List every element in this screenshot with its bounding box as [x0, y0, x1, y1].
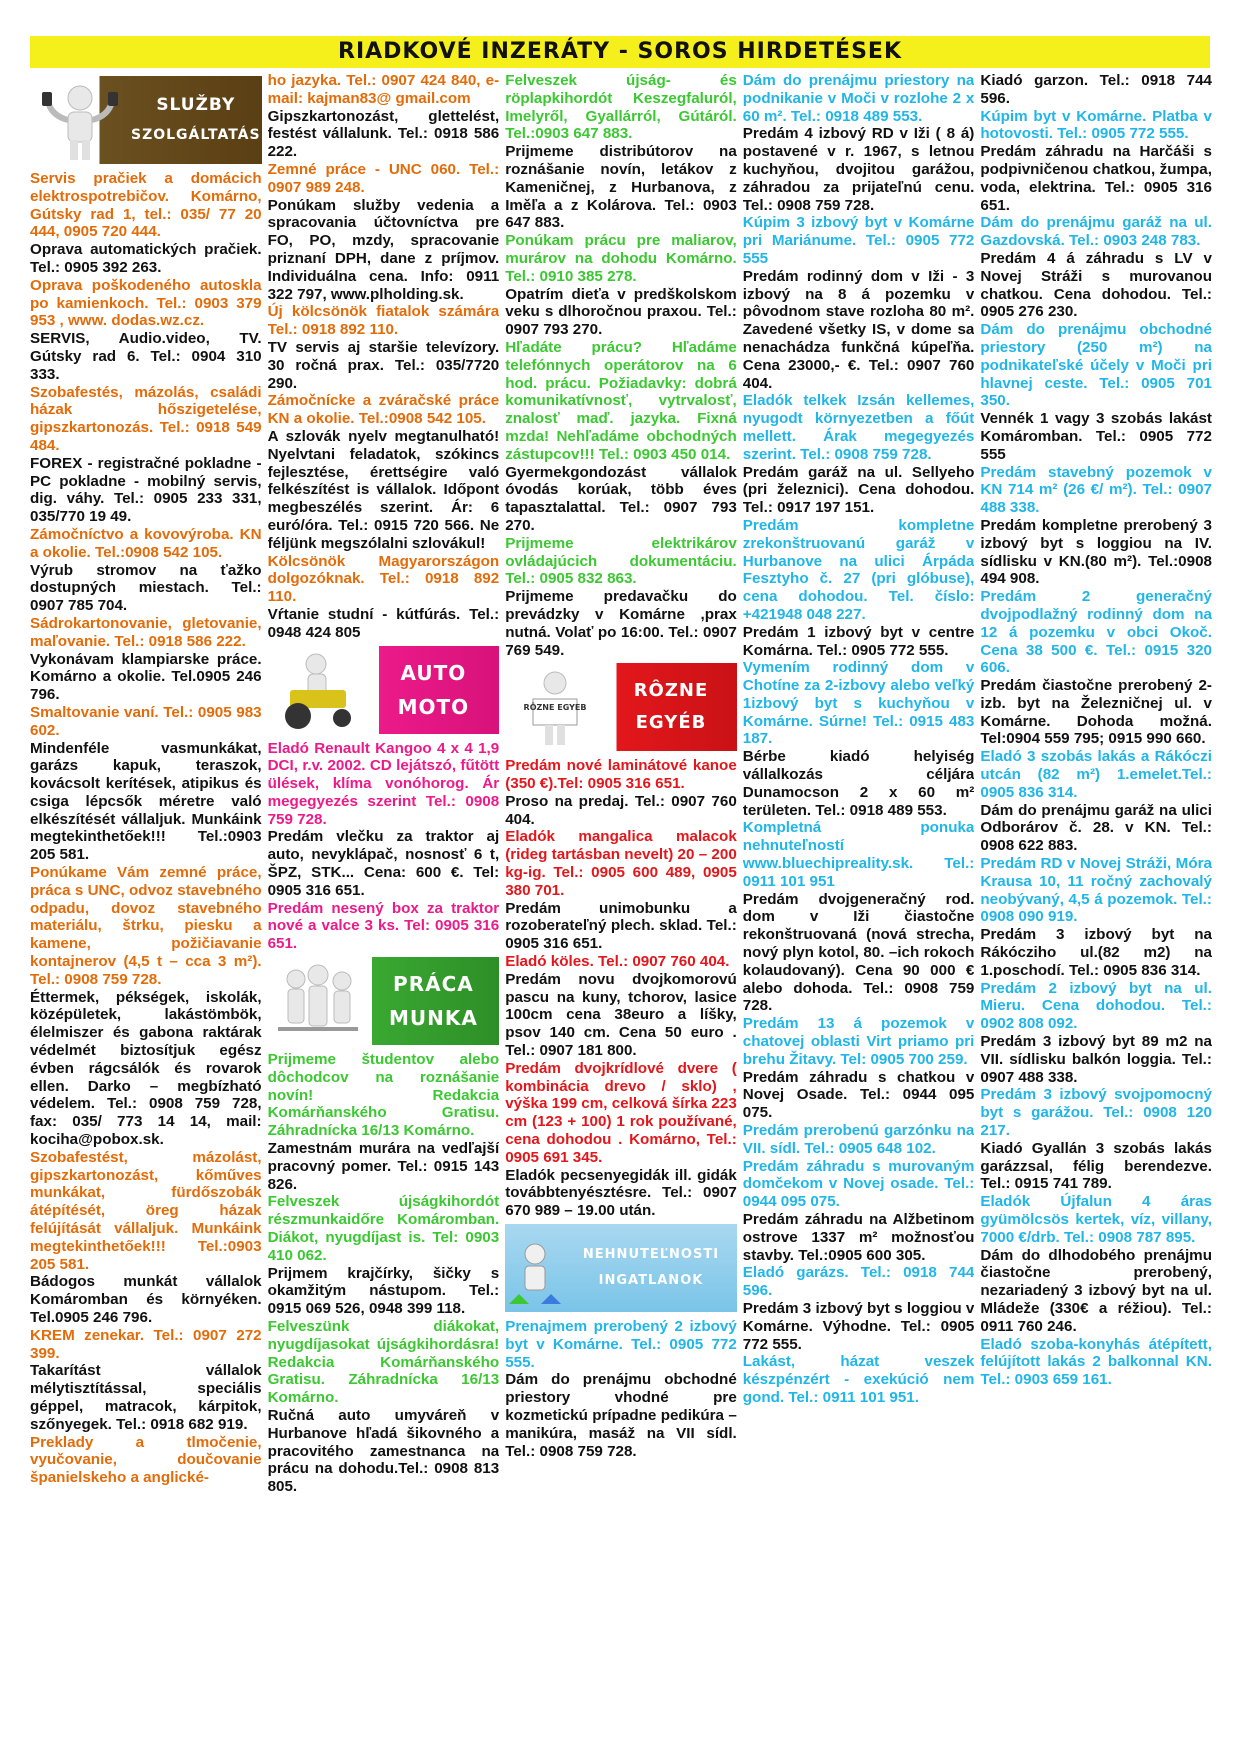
banner-title: SLUŽBY — [156, 95, 236, 115]
ads-list — [30, 170, 262, 1487]
ads-list — [980, 72, 1212, 1389]
banner-title: AUTO — [400, 660, 467, 685]
classified-ad: Predám 13 á pozemok v chatovej oblasti Virt priamo pri brehu Žitavy. Tel: 0905 700 259. — [742, 1015, 975, 1068]
classified-ad: Predám kompletne zrekonštruovanú garáž v Hurbanove na ulici Árpáda Fesztyho č. 27 (pri glóbuse), cena dohodou. Tel. číslo: +421948 048 227. — [742, 516, 975, 623]
column-4 — [743, 72, 975, 1744]
classified-ad: Predám garáž na ul. Sellyeho (pri železnici). Cena dohodou. Tel.: 0917 197 151. — [742, 463, 975, 517]
classified-ad: Dám do dlhodobého prenájmu čiastočne prerobený, nezariadený 3 izbový byt na ul. Mládeže (330€ a réžiou). Tel.: 0911 760 246. — [980, 1246, 1212, 1335]
ads-list — [268, 740, 500, 954]
tractor-icon — [268, 646, 368, 734]
classified-ad: Eladók mangalica malacok (rideg tartásban nevelt) 20 – 200 kg-ig. Tel.: 0905 600 489, 0905 380 701. — [505, 828, 737, 899]
classified-ad: Eladó szoba-konyhás átépített, felújított lakás 2 balkonnal KN. Tel.: 0903 659 161. — [980, 1335, 1212, 1389]
classified-ad: Prijmeme elektrikárov ovládajúcich dokumentáciu. Tel.: 0905 832 863. — [505, 534, 737, 588]
classified-ad: Predám záhradu na Harčáši s podpivničenou chatkou, žumpa, voda, elektrina. Tel.: 0905 316 651. — [980, 143, 1212, 214]
classified-ad: Eladó 3 szobás lakás a Rákóczi utcán (82 m²) 1.emelet.Tel.: 0905 836 314. — [980, 748, 1212, 801]
classified-ad: Predám 1 izbový byt v centre Komárna. Tel.: 0905 772 555. — [742, 623, 975, 659]
classified-ad: FOREX - registračné pokladne - PC pokladne - mobilný servis, dig. váhy. Tel.: 0905 233 331, 035/770 19 49. — [30, 454, 262, 526]
classified-ad: Predám rodinný dom v Iži - 3 izbový na 8 á pozemku v pôvodnom stave rozloha 80 m². Zavedené všetky IS, v dome sa nenachádza funkčná kúpeľňa. Cena 23000,- €. Tel.: 0907 760 404. — [742, 267, 975, 392]
ads-list — [268, 72, 500, 642]
classified-ad: Ponúkam prácu pre maliarov, murárov na dohodu Komárno. Tel.: 0910 385 278. — [505, 232, 737, 285]
classified-ad: Dám do prenájmu garáž na ul. Gazdovská. Tel.: 0903 248 783. — [980, 214, 1212, 250]
classified-ad: Kiadó Gyallán 3 szobás lakás garázzsal, félig berendezve. Tel.: 0915 741 789. — [980, 1139, 1212, 1193]
classified-ad: Zámočnícke a zváračské práce KN a okolie. Tel.:0908 542 105. — [267, 392, 500, 428]
ads-list — [505, 72, 737, 659]
classified-ad: Prijmem krajčírky, šičky s okamžitým nástupom. Tel.: 0915 069 526, 0948 399 118. — [267, 1264, 500, 1318]
classified-ad: Dám do prenájmu obchodné priestory vhodné pre kozmetickú prípadne pedikúra – manikúra, masáž na VII sídl. Tel.: 0908 759 728. — [505, 1371, 737, 1460]
classified-ad: Bérbe kiadó helyiség vállalkozás céljára Dunamocson 2 x 60 m² területen. Tel.: 0918 489 553. — [742, 748, 975, 819]
classified-ad: Dám do prenájmu obchodné priestory (250 m²) na podnikateľské účely v Moči pri hlavnej ceste. Tel.: 0905 701 350. — [980, 321, 1212, 410]
classified-ad: Zamestnám murára na vedľajší pracovný pomer. Tel.: 0915 143 826. — [267, 1140, 500, 1193]
classified-ad: Predám 2 izbový byt na ul. Mieru. Cena dohodou. Tel.: 0902 808 092. — [980, 979, 1212, 1033]
classified-ad: Takarítást vállalok mélytisztítással, speciális géppel, matracok, kárpitok, szőnyegek. Tel.: 0918 682 919. — [30, 1362, 262, 1433]
classified-ad: TV servis aj staršie televízory. 30 ročná prax. Tel.: 035/7720 290. — [267, 338, 500, 392]
classified-ad: Predám nesený box za traktor nové a valce 3 ks. Tel: 0905 316 651. — [267, 899, 500, 953]
classified-ad: Vennék 1 vagy 3 szobás lakást Komáromban. Tel.: 0905 772 555 — [980, 410, 1212, 463]
ads-list — [743, 72, 975, 1407]
banner-subtitle: MOTO — [397, 694, 470, 719]
classified-ad: Kölcsönök Magyarországon dolgozóknak. Tel.: 0918 892 110. — [267, 552, 500, 606]
classified-ad: Vykonávam klampiarske práce. Komárno a okolie. Tel.0905 246 796. — [30, 650, 262, 704]
banner-auto-moto — [268, 646, 500, 734]
classified-ad: Predám prerobenú garzónku na VII. sídl. Tel.: 0905 648 102. — [742, 1122, 975, 1157]
classified-ad: Eladó garázs. Tel.: 0918 744 596. — [742, 1264, 975, 1300]
classified-ad: SERVIS, Audio.video, TV. Gútsky rad 6. Tel.: 0904 310 333. — [30, 330, 262, 383]
section-header: RIADKOVÉ INZERÁTY - SOROS HIRDETÉSEK — [30, 36, 1210, 68]
classified-ad: Prijmeme študentov alebo dôchodcov na roznášanie novín! Redakcia Komárňanského Gratisu. Záhradnícka 16/13 Komárno. — [267, 1051, 500, 1140]
classified-ad: Felveszek újság- és röplapkihordót Keszegfaluról, Imelyről, Gyallárról, Gútáról. Tel.:0903 647 883. — [505, 72, 737, 143]
banner-sluzby — [30, 76, 262, 164]
classified-ad: Új kölcsönök fiatalok számára Tel.: 0918 892 110. — [267, 303, 500, 339]
classified-ad: Predám 3 izbový byt 89 m2 na VII. sídlisku balkón loggia. Tel.: 0907 488 338. — [980, 1033, 1212, 1086]
banner-title: RÔZNE — [633, 680, 709, 702]
classified-ad: Opatrím dieťa v predškolskom veku s dlhoročnou praxou. Tel.: 0907 793 270. — [505, 285, 737, 339]
classified-ad: Predám stavebný pozemok v KN 714 m² (26 €/ m²). Tel.: 0907 488 338. — [980, 463, 1212, 517]
banner-subtitle: EGYÉB — [635, 712, 707, 734]
classified-ad: Zámočníctvo a kovovýroba. KN a okolie. Tel.:0908 542 105. — [30, 525, 262, 561]
classified-ad: Predám čiastočne prerobený 2-izb. byt na Železničnej ul. v Komárne. Dohoda možná. Tel:0904 559 795; 0915 990 660. — [980, 677, 1212, 748]
banner-subtitle: SZOLGÁLTATÁS — [131, 127, 261, 143]
classified-ad: ho jazyka. Tel.: 0907 424 840, e-mail: kajman83@ gmail.com — [267, 72, 500, 107]
ads-list — [268, 1051, 500, 1496]
classified-ad: Szobafestést, mázolást, gipszkartonozást, kőműves munkákat, fürdőszobák átépítését, öreg házak felújítását vállaljuk. Munkáink megtekinthetőek!!! Tel.:0903 205 581. — [30, 1148, 262, 1273]
classified-ad: Zemné práce - UNC 060. Tel.: 0907 989 248. — [267, 160, 500, 196]
classified-ad: Sádrokartonovanie, gletovanie, maľovanie. Tel.: 0918 586 222. — [30, 614, 262, 650]
classified-ad: Kúpim byt v Komárne. Platba v hotovosti. Tel.: 0905 772 555. — [980, 107, 1212, 143]
classified-ad: Éttermek, pékségek, iskolák, középületek, lakástömbök, élelmiszer és gabona raktárak védelmét biztosítjuk egész évben rágcsálók és rovarok ellen. Darko – megbízható védelem. Tel.: 0908 759 728, fax: 035/ 773 14 14, mail: kociha@pobox.sk. — [30, 988, 262, 1149]
classified-ad: Gyermekgondozást vállalok óvodás korúak, több éves tapasztalattal. Tel.: 0907 793 270. — [505, 463, 737, 534]
classified-ad: Gipszkartonozást, glettelést, festést vállalunk. Tel.: 0918 586 222. — [267, 107, 500, 161]
banner-nehnutelnosti — [505, 1224, 737, 1312]
classified-ad: Predám 3 izbový byt na Rákócziho ul.(82 m2) na 1.poschodí. Tel.: 0905 836 314. — [980, 926, 1212, 979]
classified-ad: Prenajmem prerobený 2 izbový byt v Komárne. Tel.: 0905 772 555. — [505, 1318, 737, 1371]
classified-ad: Hľadáte prácu? Hľadáme telefónnych operátorov na 6 hod. prácu. Požiadavky: dobrá komunikatívnosť, vytrvalosť, znalosť maď. jazyka. Fixná mzda! Nehľadáme obchodných zástupcov!!! Tel.: 0903 450 014. — [505, 338, 737, 463]
classified-ad: Ručná auto umyváreň v Hurbanove hľadá šikovného a pracovitého zamestnanca na prácu na dohodu.Tel.: 0908 813 805. — [267, 1407, 500, 1496]
classified-ad: Servis pračiek a domácich elektrospotrebičov. Komárno, Gútsky rad 1, tel.: 035/ 77 20 444, 0905 720 444. — [30, 170, 262, 241]
classified-ad: Predám dvojkrídlové dvere ( kombinácia drevo / sklo) , výška 199 cm, celková šírka 223 cm (123 + 100) 1 rok používané, cena dohodou . Komárno, Tel.: 0905 691 345. — [505, 1059, 737, 1166]
banner-title: NEHNUTEĽNOSTI — [582, 1247, 720, 1263]
banner-subtitle: MUNKA — [388, 1006, 478, 1031]
banner-subtitle: INGATLANOK — [598, 1273, 704, 1289]
classified-ad: Lakást, házat veszek készpénzért - exekúció nem gond. Tel.: 0911 101 951. — [742, 1353, 975, 1406]
classified-ad: Predám RD v Novej Stráži, Móra Krausa 10, 11 ročný zachovalý neobývaný, 4,5 á pozemok. Tel.: 0908 090 919. — [980, 855, 1212, 926]
classified-ad: Predám záhradu s chatkou v Novej Osade. Tel.: 0944 095 075. — [742, 1068, 975, 1122]
classified-ad: Ponúkame Vám zemné práce, práca s UNC, odvoz stavebného odpadu, dovoz stavebného materiálu, štrku, piesku a kamene, požičiavanie kontajnerov (4,5 t – cca 3 m²). Tel.: 0908 759 728. — [30, 864, 262, 988]
classified-ad: Felveszek újságkihordót részmunkaidőre Komáromban. Diákot, nyugdíjast is. Tel: 0903 410 062. — [267, 1193, 500, 1264]
banner-praca-munka — [268, 957, 500, 1045]
classified-ad: Preklady a tlmočenie, vyučovanie, doučovanie španielskeho a anglické- — [30, 1433, 262, 1487]
ads-list — [505, 1318, 737, 1460]
classified-ad: Prijmeme distribútorov na roznášanie novín, letákov z Kameničnej, z Hurbanova, z Iměľa a z Kolárova. Tel.: 0903 647 883. — [505, 143, 737, 232]
classified-ad: KREM zenekar. Tel.: 0907 272 399. — [30, 1326, 262, 1362]
banner-title: PRÁCA — [393, 972, 474, 997]
classified-ad: Prijmeme predavačku do prevádzky v Komárne ,prax nutná. Volať po 16:00. Tel.: 0907 769 549. — [505, 588, 737, 659]
classified-ad: Vymením rodinný dom v Chotíne za 2-izbovy alebo veľký 1izbový byt s kuchyňou v Komárne. Súrne! Tel.: 0915 483 187. — [742, 659, 975, 748]
column-2 — [268, 72, 500, 1744]
classified-ad: Oprava automatických pračiek. Tel.: 0905 392 263. — [30, 241, 262, 276]
columns — [30, 72, 1212, 1744]
classified-ad: Eladók telkek Izsán kellemes, nyugodt környezetben a főút mellett. Árak megegyezés szerint. Tel.: 0908 759 728. — [742, 392, 975, 463]
classified-ad: Predám záhradu s murovaným domčekom v Novej osade. Tel.: 0944 095 075. — [742, 1157, 975, 1211]
classified-ad: Predám kompletne prerobený 3 izbový byt s loggiou na IV. sídlisku v KN.(80 m²). Tel.:0908 494 908. — [980, 516, 1212, 588]
classified-ad: Vŕtanie studní - kútfúrás. Tel.: 0948 424 805 — [267, 605, 500, 641]
classified-ad: Výrub stromov na ťažko dostupných miestach. Tel.: 0907 785 704. — [30, 561, 262, 615]
classified-ad: Predám 3 izbový byt s loggiou v Komárne. Výhodne. Tel.: 0905 772 555. — [742, 1299, 975, 1353]
person-houses-icon — [505, 1224, 565, 1312]
ads-list — [505, 757, 737, 1220]
person-sign-icon — [505, 663, 605, 751]
classified-ad: Predám unimobunku a rozoberateľný plech. sklad. Tel.: 0905 316 651. — [505, 899, 737, 953]
classified-ad: Eladó Renault Kangoo 4 x 4 1,9 DCI, r.v. 2002. CD lejátszó, fűtött ülések, klíma vonóhorog. Ár megegyezés szerint Tel.: 0908 759 728. — [267, 739, 500, 828]
classified-ad: Predám novu dvojkomorovú pascu na kuny, tchorov, lasice 100cm cena 38euro a líšky, psov 140 cm. Cena 50 euro . Tel.: 0907 181 800. — [505, 970, 737, 1060]
classified-ad: Eladó köles. Tel.: 0907 760 404. — [505, 953, 730, 971]
banner-rozne-egyeb — [505, 663, 737, 751]
person-phones-icon — [30, 76, 130, 164]
classified-ad: Smaltovanie vaní. Tel.: 0905 983 602. — [30, 703, 262, 739]
classified-ad: Predám 4 izbový RD v Iži ( 8 á) postavené v r. 1967, s letnou kuchyňou, dvojitou garážou, záhradou za prijateľnú cenu. Tel.: 0908 759 728. — [742, 125, 975, 214]
classified-ad: Predám dvojgeneračný rod. dom v Iži čiastočne rekonštruovaná (nová strecha, nový plyn kotol, 80. –ich rokoch kolaudovaný). Cena 90 000 € alebo dohoda. Tel.: 0908 759 728. — [742, 890, 975, 1015]
classified-ad: Predám vlečku za traktor aj auto, nevyklápač, nosnosť 6 t, ŠPZ, STK... Cena: 600 €. Tel: 0905 316 651. — [267, 828, 500, 899]
classified-ad: Dám do prenájmu garáž na ulici Odborárov č. 28. v KN. Tel.: 0908 622 883. — [980, 801, 1212, 855]
classified-ad: Felveszünk diákokat, nyugdíjasokat újságkihordásra! Redakcia Komárňanského Gratisu. Záhradnícka 16/13 Komárno. — [267, 1318, 500, 1407]
sign-text: RÔZNE EGYEB — [523, 703, 587, 713]
classified-ad: Szobafestés, mázolás, családi házak hőszigetelése, gipszkartonozás. Tel.: 0918 549 484. — [30, 383, 262, 454]
column-3 — [505, 72, 737, 1744]
classified-ad: Eladók pecsenyegidák ill. gidák továbbtenyésztésre. Tel.: 0907 670 989 – 19.00 után. — [505, 1166, 737, 1220]
classified-ad: Proso na predaj. Tel.: 0907 760 404. — [505, 792, 737, 828]
classified-ad: Eladók Újfalun 4 áras gyümölcsös kertek, víz, villany, 7000 €/drb. Tel.: 0908 787 895. — [980, 1193, 1212, 1246]
classified-ad: Predám 2 generačný dvojpodlažný rodinný dom na 12 á pozemku v obci Okoč. Cena 38 500 €. Tel.: 0915 320 606. — [980, 588, 1212, 677]
column-1 — [30, 72, 262, 1744]
classified-ad: Predám záhradu na Alžbetinom ostrove 1337 m² možnosťou stavby. Tel.:0905 600 305. — [742, 1211, 975, 1264]
classified-ad: Ponúkam služby vedenia a spracovania účtovníctva pre FO, PO, mzdy, spracovanie priznaní DPH, dane z príjmov. Individuálna cena. Info: 0911 322 797, www.plholding.sk. — [267, 196, 500, 303]
classified-ad: Kompletná ponuka nehnuteľností www.bluechipreality.sk. Tel.: 0911 101 951 — [742, 819, 975, 890]
classified-ad: Predám 3 izbový svojpomocný byt s garážou. Tel.: 0908 120 217. — [980, 1086, 1212, 1140]
classified-ad: Kúpim 3 izbový byt v Komárne pri Mariánume. Tel.: 0905 772 555 — [742, 214, 975, 267]
classified-ad: Predám 4 á záhradu s LV v Novej Stráži s murovanou chatkou. Cena dohodou. Tel.: 0905 276 230. — [980, 249, 1212, 321]
classified-ad: Dám do prenájmu priestory na podnikanie v Moči v rozlohe 2 x 60 m². Tel.: 0918 489 553. — [742, 72, 975, 125]
classified-ad: Kiadó garzon. Tel.: 0918 744 596. — [980, 72, 1212, 107]
workers-icon — [268, 957, 368, 1045]
classified-ad: Oprava poškodeného autoskla po kamienkoch. Tel.: 0903 379 953 , www. dodas.wz.cz. — [30, 276, 262, 330]
classified-ad: A szlovák nyelv megtanulható! Nyelvtani feladatok, szókincs fejlesztése, érettségire való felkészítést is vállalok. Időpont megbeszélés szerint. Ár: 6 euró/óra. Tel.: 0915 720 566. Ne féljünk megszólalni szlovákul! — [267, 427, 500, 552]
classified-ad: Mindenféle vasmunkákat, garázs kapuk, teraszok, kovácsolt kerítések, atipikus és csiga lépcsők méretre való elkészítését vállaljuk. Munkáink megtekinthetőek!!! Tel.:0903 205 581. — [30, 739, 262, 864]
classified-ad: Predám nové laminátové kanoe (350 €).Tel: 0905 316 651. — [505, 757, 737, 793]
classified-ad: Bádogos munkát vállalok Komáromban és környéken. Tel.0905 246 796. — [30, 1273, 262, 1326]
column-5 — [980, 72, 1212, 1744]
